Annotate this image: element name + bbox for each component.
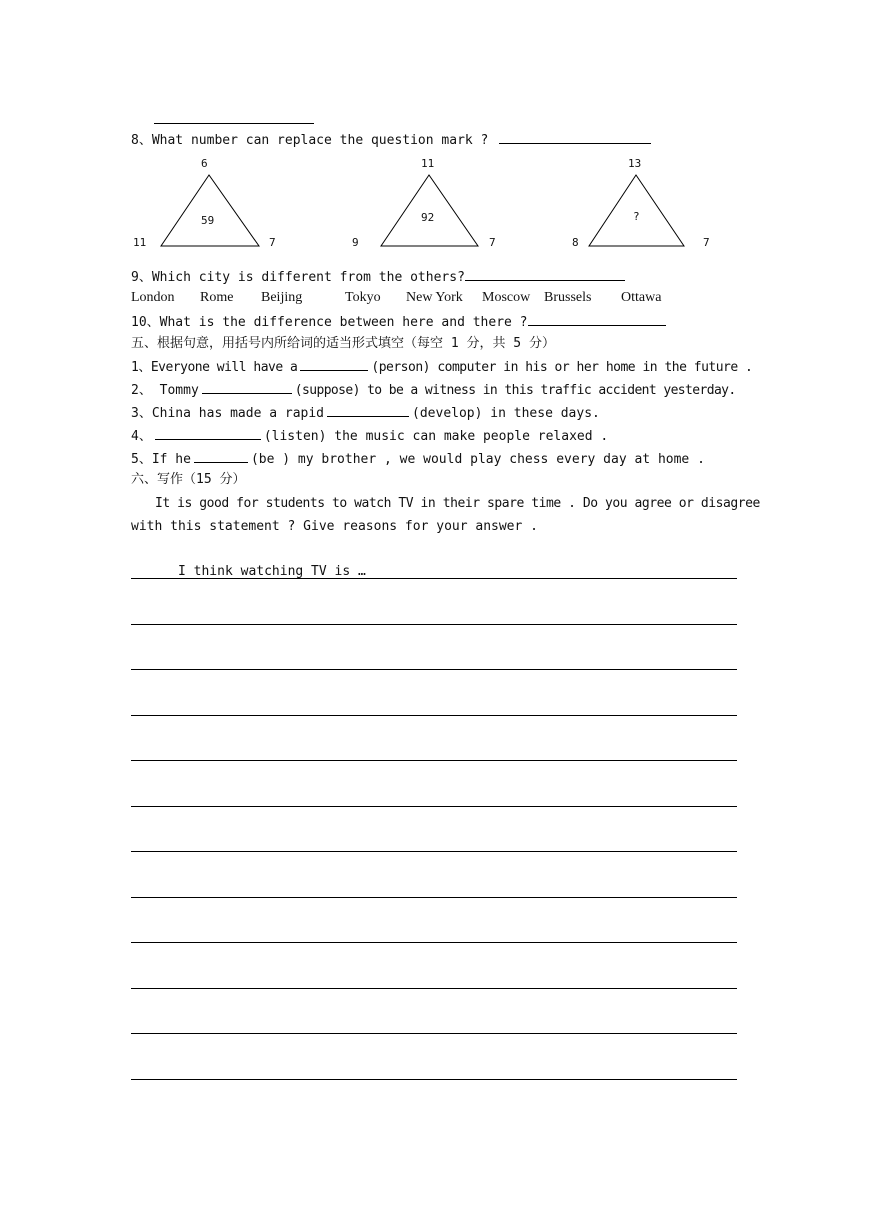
fill-item-4-blank[interactable]: [155, 427, 261, 440]
city-moscow: Moscow: [482, 290, 531, 305]
fill-item-1-after: (person) computer in his or her home in the future .: [371, 360, 753, 375]
writing-line[interactable]: [131, 1033, 737, 1034]
writing-prompt-line-2: with this statement ? Give reasons for your answer .: [131, 519, 538, 534]
triangle-1-top: 6: [201, 157, 208, 170]
fill-item-2-after: (suppose) to be a witness in this traffic accident yesterday.: [294, 383, 736, 398]
city-rome: Rome: [200, 290, 234, 305]
triangle-1-right: 7: [269, 236, 276, 249]
fill-item-5: [131, 450, 705, 469]
fill-item-5-after: (be ) my brother , we would play chess every day at home .: [250, 452, 705, 467]
writing-line[interactable]: [131, 806, 737, 807]
triangle-2-left: 9: [352, 236, 359, 249]
section-5-heading: 五、根据句意，用括号内所给词的适当形式填空（每空 1 分，共 5 分）: [131, 336, 555, 351]
fill-item-4-before: 4、: [131, 429, 152, 444]
fill-item-3-blank[interactable]: [327, 404, 409, 417]
triangle-3-center: ?: [633, 210, 640, 223]
writing-line[interactable]: [131, 897, 737, 898]
question-9-text: 9、Which city is different from the others?: [131, 270, 465, 285]
writing-line[interactable]: [131, 624, 737, 625]
fill-item-5-before: 5、If he: [131, 452, 191, 467]
city-ottawa: Ottawa: [621, 290, 662, 305]
question-10: [131, 313, 669, 332]
city-london: London: [131, 290, 175, 305]
triangle-2-center: 92: [421, 211, 435, 224]
fill-item-4: [131, 427, 608, 446]
triangle-1-center: 59: [201, 214, 215, 227]
fill-item-3: [131, 404, 600, 423]
triangle-3-left: 8: [572, 236, 579, 249]
writing-starter: I think watching TV is …: [178, 564, 366, 579]
triangle-3-top: 13: [628, 157, 642, 170]
fill-item-4-after: (listen) the music can make people relaxed .: [263, 429, 609, 444]
question-8-text: 8、What number can replace the question mark ?: [131, 133, 489, 148]
previous-answer-line[interactable]: [154, 123, 314, 124]
question-9-answer-blank[interactable]: [465, 268, 625, 281]
city-tokyo: Tokyo: [345, 290, 381, 305]
question-9: [131, 268, 628, 287]
city-new-york: New York: [406, 290, 463, 305]
question-8: [131, 131, 654, 150]
fill-item-1-blank[interactable]: [300, 358, 368, 371]
triangle-1-shape: [161, 175, 261, 247]
fill-item-3-before: 3、China has made a rapid: [131, 406, 325, 421]
fill-item-2-blank[interactable]: [202, 381, 292, 394]
fill-item-2-before: 2、 Tommy: [131, 383, 199, 398]
writing-prompt-line-1: It is good for students to watch TV in their spare time . Do you agree or disagree: [155, 496, 760, 511]
writing-line[interactable]: [131, 851, 737, 852]
fill-item-3-after: (develop) in these days.: [412, 406, 600, 421]
triangle-2-right: 7: [489, 236, 496, 249]
writing-line[interactable]: [131, 1079, 737, 1080]
question-8-answer-blank[interactable]: [499, 131, 651, 144]
writing-line[interactable]: [131, 578, 737, 579]
question-10-text: 10、What is the difference between here and there ?: [131, 315, 528, 330]
fill-item-5-blank[interactable]: [194, 450, 248, 463]
writing-line[interactable]: [131, 988, 737, 989]
writing-line[interactable]: [131, 715, 737, 716]
city-beijing: Beijing: [261, 290, 303, 305]
city-brussels: Brussels: [544, 290, 592, 305]
section-6-heading: 六、写作（15 分）: [131, 472, 246, 487]
writing-line[interactable]: [131, 760, 737, 761]
writing-line[interactable]: [131, 669, 737, 670]
triangle-1-left: 11: [133, 236, 147, 249]
fill-item-1: [131, 358, 752, 377]
triangle-2-top: 11: [421, 157, 435, 170]
fill-item-1-before: 1、Everyone will have a: [131, 360, 298, 375]
triangle-3-right: 7: [703, 236, 710, 249]
writing-line[interactable]: [131, 942, 737, 943]
fill-item-2: [131, 381, 736, 400]
question-10-answer-blank[interactable]: [528, 313, 666, 326]
